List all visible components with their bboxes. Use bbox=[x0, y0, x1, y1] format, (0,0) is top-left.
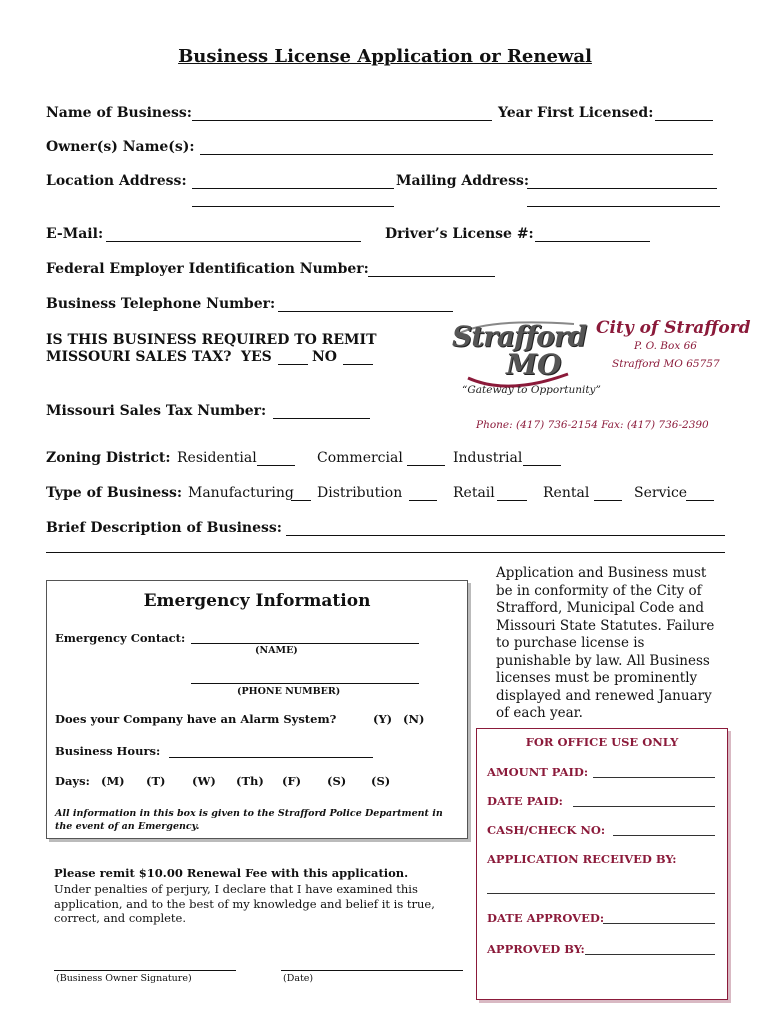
type-manufacturing-label: Manufacturing bbox=[188, 485, 294, 501]
date-paid-field[interactable] bbox=[573, 806, 715, 807]
emergency-contact-label: Emergency Contact: bbox=[55, 631, 186, 645]
signature-date-field[interactable] bbox=[281, 970, 463, 971]
name-of-business-field[interactable] bbox=[192, 120, 492, 121]
cash-check-label: CASH/CHECK NO: bbox=[487, 823, 606, 837]
mailing-address-field-2[interactable] bbox=[527, 206, 720, 207]
day-monday[interactable]: (M) bbox=[101, 774, 125, 788]
city-logo bbox=[448, 316, 751, 406]
perjury-statement: Under penalties of perjury, I declare that I have examined this application, and to the best of my knowledge and belief it is true, correct, and complete. bbox=[54, 882, 435, 925]
approved-by-field[interactable] bbox=[585, 954, 715, 955]
application-received-field[interactable] bbox=[487, 893, 715, 894]
approved-by-label: APPROVED BY: bbox=[487, 942, 585, 956]
year-first-licensed-label: Year First Licensed: bbox=[498, 105, 654, 121]
business-phone-field[interactable] bbox=[278, 311, 453, 312]
zoning-residential-label: Residential bbox=[177, 450, 257, 466]
owners-names-field[interactable] bbox=[200, 154, 713, 155]
type-retail-label: Retail bbox=[453, 485, 495, 501]
mailing-address-label: Mailing Address: bbox=[396, 173, 530, 189]
alarm-yes-option[interactable]: (Y) bbox=[373, 712, 393, 726]
logo-word-mo: MO bbox=[506, 348, 562, 381]
day-wednesday[interactable]: (W) bbox=[192, 774, 216, 788]
emergency-contact-phone-field[interactable] bbox=[191, 683, 419, 684]
business-hours-label: Business Hours: bbox=[55, 744, 161, 758]
application-received-label: APPLICATION RECEIVED BY: bbox=[487, 852, 677, 866]
cash-check-field[interactable] bbox=[613, 835, 715, 836]
logo-tagline: “Gateway to Opportunity” bbox=[462, 384, 601, 396]
mailing-address-field[interactable] bbox=[527, 188, 717, 189]
zoning-industrial-field[interactable] bbox=[523, 465, 561, 466]
office-use-box bbox=[476, 728, 728, 1000]
page-title: Business License Application or Renewal bbox=[178, 46, 592, 67]
day-saturday[interactable]: (S) bbox=[327, 774, 347, 788]
type-rental-field[interactable] bbox=[594, 500, 622, 501]
alarm-no-option[interactable]: (N) bbox=[403, 712, 425, 726]
owner-signature-caption: (Business Owner Signature) bbox=[56, 973, 192, 984]
date-approved-label: DATE APPROVED: bbox=[487, 911, 605, 925]
day-friday[interactable]: (F) bbox=[282, 774, 302, 788]
emergency-name-caption: (NAME) bbox=[255, 645, 298, 656]
emergency-note: All information in this box is given to the Strafford Police Department in the event of an Emergency. bbox=[55, 808, 443, 832]
zoning-residential-field[interactable] bbox=[257, 465, 295, 466]
days-label: Days: bbox=[55, 774, 90, 788]
name-of-business-label: Name of Business: bbox=[46, 105, 192, 121]
amount-paid-label: AMOUNT PAID: bbox=[487, 765, 589, 779]
zoning-commercial-field[interactable] bbox=[407, 465, 445, 466]
city-address: Strafford MO 65757 bbox=[612, 358, 720, 370]
sales-tax-yes-label: YES bbox=[241, 349, 272, 365]
alarm-system-question: Does your Company have an Alarm System? bbox=[55, 712, 337, 726]
day-tuesday[interactable]: (T) bbox=[146, 774, 166, 788]
year-first-licensed-field[interactable] bbox=[655, 120, 713, 121]
type-distribution-field[interactable] bbox=[409, 500, 437, 501]
mo-sales-tax-number-field[interactable] bbox=[273, 418, 370, 419]
emergency-phone-caption: (PHONE NUMBER) bbox=[237, 686, 341, 697]
city-phone-fax: Phone: (417) 736-2154 Fax: (417) 736-2390 bbox=[476, 419, 709, 431]
drivers-license-label: Driver’s License #: bbox=[385, 226, 534, 242]
logo-word-strafford: Strafford bbox=[452, 320, 587, 353]
brief-description-field-2[interactable] bbox=[46, 552, 725, 553]
type-distribution-label: Distribution bbox=[317, 485, 403, 501]
type-manufacturing-field[interactable] bbox=[291, 500, 311, 501]
city-name: City of Strafford bbox=[596, 318, 751, 338]
type-service-field[interactable] bbox=[686, 500, 714, 501]
business-phone-label: Business Telephone Number: bbox=[46, 296, 276, 312]
brief-description-label: Brief Description of Business: bbox=[46, 520, 282, 536]
owner-signature-field[interactable] bbox=[54, 970, 236, 971]
business-hours-field[interactable] bbox=[169, 757, 373, 758]
sales-tax-question-line1: IS THIS BUSINESS REQUIRED TO REMIT bbox=[46, 332, 377, 348]
sales-tax-no-field[interactable] bbox=[343, 364, 373, 365]
office-use-title: FOR OFFICE USE ONLY bbox=[525, 735, 679, 749]
location-address-field-2[interactable] bbox=[192, 206, 394, 207]
zoning-district-label: Zoning District: bbox=[46, 450, 171, 466]
conformity-note: Application and Business must be in conformity of the City of Strafford, Municipal Code and Missouri State Statutes. Failure to purchase license is punishable by law. All Business licenses must be prominently displayed and renewed January of each year. bbox=[496, 565, 715, 721]
type-retail-field[interactable] bbox=[497, 500, 527, 501]
day-thursday[interactable]: (Th) bbox=[236, 774, 264, 788]
brief-description-field[interactable] bbox=[286, 535, 725, 536]
location-address-label: Location Address: bbox=[46, 173, 187, 189]
email-label: E-Mail: bbox=[46, 226, 104, 242]
email-field[interactable] bbox=[106, 241, 361, 242]
fein-field[interactable] bbox=[368, 276, 495, 277]
sales-tax-no-label: NO bbox=[312, 349, 337, 365]
mo-sales-tax-number-label: Missouri Sales Tax Number: bbox=[46, 403, 267, 419]
signature-date-caption: (Date) bbox=[283, 973, 314, 984]
date-paid-label: DATE PAID: bbox=[487, 794, 563, 808]
amount-paid-field[interactable] bbox=[593, 777, 715, 778]
location-address-field[interactable] bbox=[192, 188, 394, 189]
type-service-label: Service bbox=[634, 485, 688, 501]
zoning-industrial-label: Industrial bbox=[453, 450, 523, 466]
zoning-commercial-label: Commercial bbox=[317, 450, 403, 466]
date-approved-field[interactable] bbox=[603, 923, 715, 924]
owners-names-label: Owner(s) Name(s): bbox=[46, 139, 195, 155]
city-pobox: P. O. Box 66 bbox=[634, 340, 697, 352]
emergency-info-box bbox=[46, 580, 468, 839]
remit-fee-heading: Please remit $10.00 Renewal Fee with this application. bbox=[54, 866, 409, 880]
emergency-contact-name-field[interactable] bbox=[191, 643, 419, 644]
type-of-business-label: Type of Business: bbox=[46, 485, 183, 501]
emergency-info-title: Emergency Information bbox=[143, 591, 371, 611]
fein-label: Federal Employer Identification Number: bbox=[46, 261, 369, 277]
sales-tax-question-line2: MISSOURI SALES TAX? bbox=[46, 349, 232, 365]
drivers-license-field[interactable] bbox=[535, 241, 650, 242]
type-rental-label: Rental bbox=[543, 485, 590, 501]
day-sunday[interactable]: (S) bbox=[371, 774, 391, 788]
sales-tax-yes-field[interactable] bbox=[278, 364, 308, 365]
